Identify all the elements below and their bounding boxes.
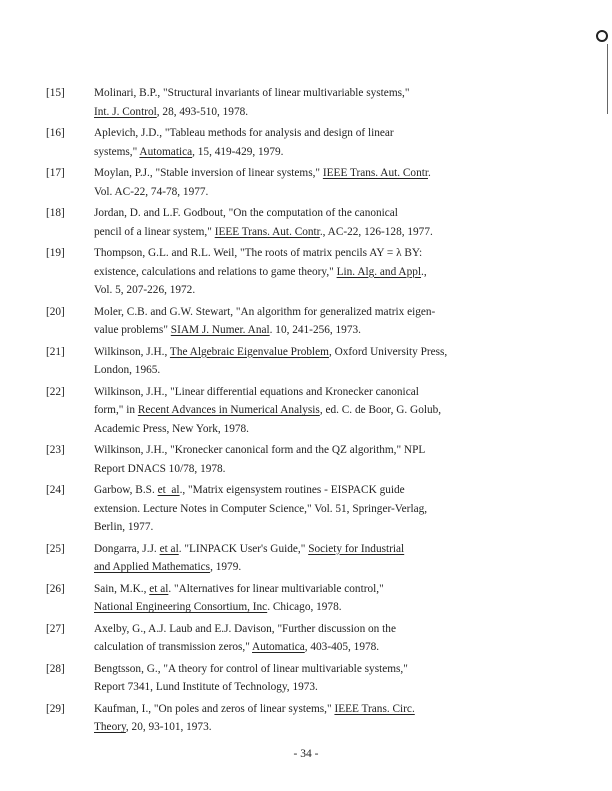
reference-line	[94, 204, 398, 223]
reference-line	[94, 343, 447, 362]
reference-text: ., AC-22, 126-128, 1977.	[319, 225, 433, 238]
reference-number: [21]	[46, 345, 65, 358]
reference-text: .	[428, 167, 431, 179]
reference-line	[94, 420, 249, 439]
reference-text: .,	[421, 265, 430, 278]
reference-number: [18]	[46, 207, 65, 219]
reference-number: [25]	[46, 542, 65, 555]
reference-text: systems,"	[94, 145, 140, 158]
reference-line	[94, 678, 318, 697]
reference-text: Vol. AC-22, 74-78, 1977.	[94, 185, 209, 198]
reference-text: London, 1965.	[94, 364, 161, 376]
reference-text: Molinari, B.P., "Structural invariants of linear multivariable systems,"	[94, 87, 410, 99]
underlined-title: et al	[149, 582, 169, 595]
reference-number: [17]	[46, 167, 65, 179]
reference-text: , 28, 493-510, 1978.	[156, 105, 249, 118]
reference-number: [15]	[46, 87, 65, 99]
reference-list	[0, 84, 612, 740]
reference-text: value problems"	[94, 324, 171, 336]
reference-line	[94, 263, 430, 282]
reference-number: [22]	[46, 385, 65, 398]
underlined-title: IEEE Trans. Circ.	[334, 702, 415, 715]
reference-text: existence, calculations and relations to game theory,"	[94, 265, 337, 278]
reference-entry	[0, 700, 612, 737]
reference-text: , Oxford University Press,	[328, 345, 448, 358]
underlined-title: IEEE Trans. Aut. Contr	[214, 225, 320, 238]
reference-text: Wilkinson, J.H.,	[94, 345, 170, 358]
underlined-title: IEEE Trans. Aut. Contr	[322, 167, 429, 179]
reference-line	[94, 223, 433, 242]
reference-number: [28]	[46, 662, 65, 675]
reference-number: [27]	[46, 622, 65, 635]
reference-number: [26]	[46, 582, 65, 595]
reference-text: Bengtsson, G., "A theory for control of linear multivariable systems,"	[94, 662, 408, 675]
reference-line	[94, 620, 396, 639]
reference-number: [19]	[46, 247, 65, 259]
reference-entry	[0, 164, 612, 201]
reference-text: . "Alternatives for linear multivariable control,"	[168, 582, 384, 595]
reference-entry	[0, 244, 612, 300]
reference-entry	[0, 441, 612, 478]
reference-line	[94, 164, 431, 183]
reference-line	[94, 321, 361, 340]
reference-text: Aplevich, J.D., "Tableau methods for analysis and design of linear	[94, 127, 394, 139]
reference-number: [23]	[46, 444, 65, 456]
reference-line	[94, 540, 404, 559]
reference-text: , 1979.	[210, 561, 242, 573]
underlined-title: Theory	[94, 721, 126, 733]
reference-number: [20]	[46, 305, 65, 318]
reference-line	[94, 441, 425, 460]
reference-number: [24]	[46, 484, 65, 496]
reference-text: , 15, 419-429, 1979.	[192, 145, 284, 158]
reference-line	[94, 244, 422, 263]
reference-line	[94, 401, 441, 420]
reference-line	[94, 143, 283, 162]
reference-text: Vol. 5, 207-226, 1972.	[94, 284, 196, 296]
reference-text: Jordan, D. and L.F. Godbout, "On the computation of the canonical	[94, 207, 398, 219]
reference-text: ., "Matrix eigensystem routines - EISPACK guide	[179, 484, 405, 496]
reference-text: Wilkinson, J.H., "Kronecker canonical form and the QZ algorithm," NPL	[94, 444, 426, 456]
underlined-title: et al	[159, 542, 179, 555]
reference-text: . "LINPACK User's Guide,"	[178, 542, 309, 555]
reference-line	[94, 183, 208, 202]
reference-text: form," in	[94, 404, 138, 416]
underlined-title: Recent Advances in Numerical Analysis	[137, 404, 320, 416]
reference-entry	[0, 124, 612, 161]
reference-text: , 20, 93-101, 1973.	[125, 721, 212, 733]
underlined-title: et al	[157, 484, 180, 496]
reference-text: Academic Press, New York, 1978.	[94, 422, 250, 435]
reference-line	[94, 303, 435, 322]
reference-text: . Chicago, 1978.	[267, 601, 342, 613]
reference-entry	[0, 580, 612, 617]
reference-line	[94, 660, 408, 679]
reference-text: Moylan, P.J., "Stable inversion of linear systems,"	[94, 167, 323, 179]
reference-entry	[0, 84, 612, 121]
reference-text: extension. Lecture Notes in Computer Science," Vol. 51, Springer-Verlag,	[94, 502, 428, 515]
reference-text: Axelby, G., A.J. Laub and E.J. Davison, "Further discussion on the	[94, 622, 396, 635]
reference-number: [16]	[46, 127, 65, 139]
reference-line	[94, 518, 153, 537]
reference-line	[94, 103, 248, 122]
reference-line	[94, 580, 384, 599]
underlined-title: and Applied Mathematics	[94, 561, 211, 573]
reference-entry	[0, 383, 612, 439]
reference-line	[94, 84, 409, 103]
underlined-title: The Algebraic Eigenvalue Problem	[169, 345, 329, 358]
reference-line	[94, 718, 212, 737]
reference-entry	[0, 303, 612, 340]
reference-text: Moler, C.B. and G.W. Stewart, "An algorithm for generalized matrix eigen-	[94, 305, 436, 318]
reference-line	[94, 638, 379, 657]
underlined-title: SIAM J. Numer. Anal	[170, 324, 270, 336]
underlined-title: Automatica	[252, 641, 305, 653]
reference-text: Report DNACS 10/78, 1978.	[94, 462, 226, 475]
reference-line	[94, 383, 419, 402]
page-number: - 34 -	[293, 748, 319, 760]
reference-text: . 10, 241-256, 1973.	[269, 324, 361, 336]
underlined-title: National Engineering Consortium, Inc	[94, 601, 268, 613]
reference-line	[94, 281, 195, 300]
reference-entry	[0, 540, 612, 577]
reference-entry	[0, 660, 612, 697]
reference-text: , 403-405, 1978.	[304, 641, 380, 653]
reference-entry	[0, 204, 612, 241]
reference-text: Report 7341, Lund Institute of Technology, 1973.	[94, 681, 318, 693]
reference-text: Wilkinson, J.H., "Linear differential equations and Kronecker canonical	[94, 385, 419, 398]
reference-line	[94, 481, 405, 500]
binder-hole-mark	[596, 30, 608, 42]
reference-line	[94, 460, 226, 479]
reference-text: Thompson, G.L. and R.L. Weil, "The roots of matrix pencils AY = λ BY:	[94, 247, 423, 259]
reference-entry	[0, 620, 612, 657]
reference-text: Sain, M.K.,	[94, 582, 150, 595]
underlined-title: Society for Industrial	[308, 542, 405, 555]
reference-line	[94, 361, 160, 380]
reference-line	[94, 558, 241, 577]
reference-text: , ed. C. de Boor, G. Golub,	[319, 404, 442, 416]
reference-line	[94, 700, 415, 719]
reference-text: calculation of transmission zeros,"	[94, 641, 253, 653]
reference-text: Garbow, B.S.	[94, 484, 158, 496]
underlined-title: Lin. Alg. and Appl	[336, 265, 422, 278]
reference-entry	[0, 481, 612, 537]
reference-line	[94, 598, 342, 617]
underlined-title: Automatica	[139, 145, 193, 158]
reference-text: pencil of a linear system,"	[94, 225, 215, 238]
reference-line	[94, 500, 427, 519]
reference-line	[94, 124, 394, 143]
reference-entry	[0, 343, 612, 380]
reference-number: [29]	[46, 702, 65, 715]
reference-text: Kaufman, I., "On poles and zeros of linear systems,"	[94, 702, 335, 715]
reference-text: Berlin, 1977.	[94, 521, 154, 533]
underlined-title: Int. J. Control	[94, 105, 157, 118]
reference-text: Dongarra, J.J.	[94, 542, 160, 555]
